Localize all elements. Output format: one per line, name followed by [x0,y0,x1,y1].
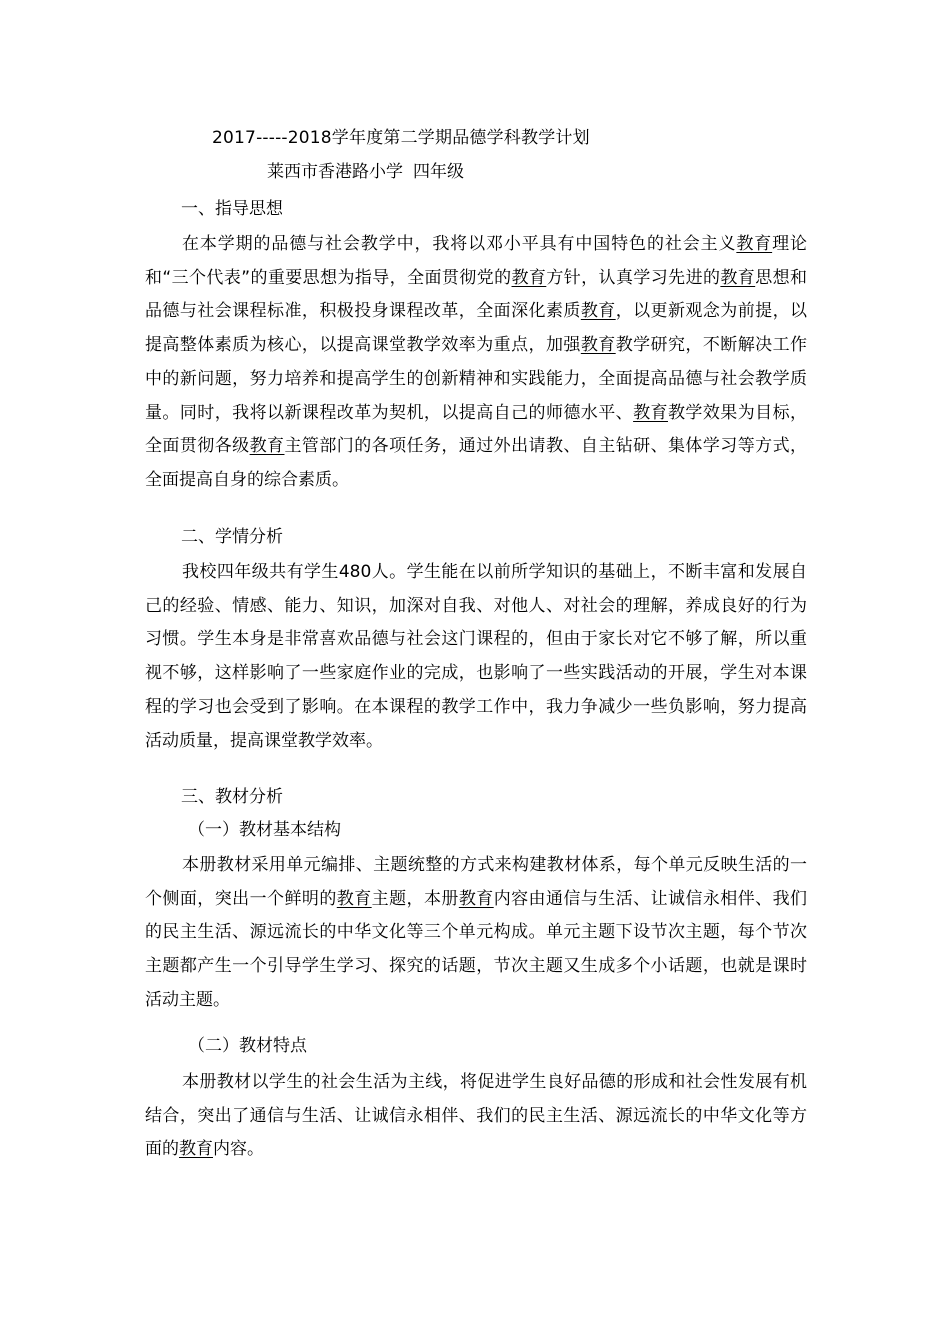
link-education[interactable]: 教育 [458,888,494,909]
grade-label: 四年级 [413,162,464,182]
link-education[interactable]: 教育 [249,436,285,457]
section-heading-textbook-analysis: 三、教材分析 [181,787,283,807]
link-education[interactable]: 教育 [179,1139,213,1160]
link-education[interactable]: 教育 [633,402,668,423]
link-education[interactable]: 教育 [511,267,547,288]
paragraph-student-analysis: 我校四年级共有学生480人。学生能在以前所学知识的基础上，不断丰富和发展自己的经验、情感、能力、知识，加深对自我、对他人、对社会的理解，养成良好的行为习惯。学生本身是非常喜欢品德与社会这门课程的，但由于家长对它不够了解，所以重视不够，这样影响了一些家庭作业的完成，也影响了一些实践活动的开展，学生对本课程的学习也会受到了影响。在本课程的教学工作中，我力争减少一些负影响，努力提高活动质量，提高课堂教学效率。 [145,562,807,751]
link-education[interactable]: 教育 [736,234,773,254]
paragraph-textbook-features: 本册教材以学生的社会生活为主线，将促进学生良好品德的形成和社会性发展有机结合，突出了通信与生活、让诚信永相伴、我们的民主生活、源远流长的中华文化等方面的教育内容。 [145,1072,807,1160]
section-heading-guiding-thought: 一、指导思想 [181,199,283,219]
school-name: 莱西市香港路小学 [267,162,403,182]
document-title: 2017-----2018学年度第二学期品德学科教学计划 [212,128,590,148]
section-heading-student-analysis: 二、学情分析 [181,527,283,547]
school-grade-line [267,159,464,185]
subheading-textbook-structure: （一）教材基本结构 [188,820,341,840]
link-education[interactable]: 教育 [580,301,616,322]
link-education[interactable]: 教育 [336,888,372,909]
subheading-textbook-features: （二）教材特点 [188,1036,307,1056]
paragraph-textbook-structure: 本册教材采用单元编排、主题统整的方式来构建教材体系，每个单元反映生活的一个侧面，突出一个鲜明的教育主题，本册教育内容由通信与生活、让诚信永相伴、我们的民主生活、源远流长的中华文化等三个单元构成。单元主题下设节次主题，每个节次主题都产生一个引导学生学习、探究的话题，节次主题又生成多个小话题，也就是课时活动主题。 [145,855,808,1010]
link-education[interactable]: 教育 [580,335,616,356]
link-education[interactable]: 教育 [720,267,756,288]
paragraph-guiding-thought: 在本学期的品德与社会教学中，我将以邓小平具有中国特色的社会主义教育理论和“三个代表”的重要思想为指导，全面贯彻党的教育方针，认真学习先进的教育思想和品德与社会课程标准，积极投身课程改革，全面深化素质教育，以更新观念为前提，以提高整体素质为核心，以提高课堂教学效率为重点，加强教育教学研究，不断解决工作中的新问题，努力培养和提高学生的创新精神和实践能力，全面提高品德与社会教学质量。同时，我将以新课程改革为契机，以提高自己的师德水平、教育教学效果为目标，全面贯彻各级教育主管部门的各项任务，通过外出请教、自主钻研、集体学习等方式，全面提高自身的综合素质。 [145,234,808,490]
